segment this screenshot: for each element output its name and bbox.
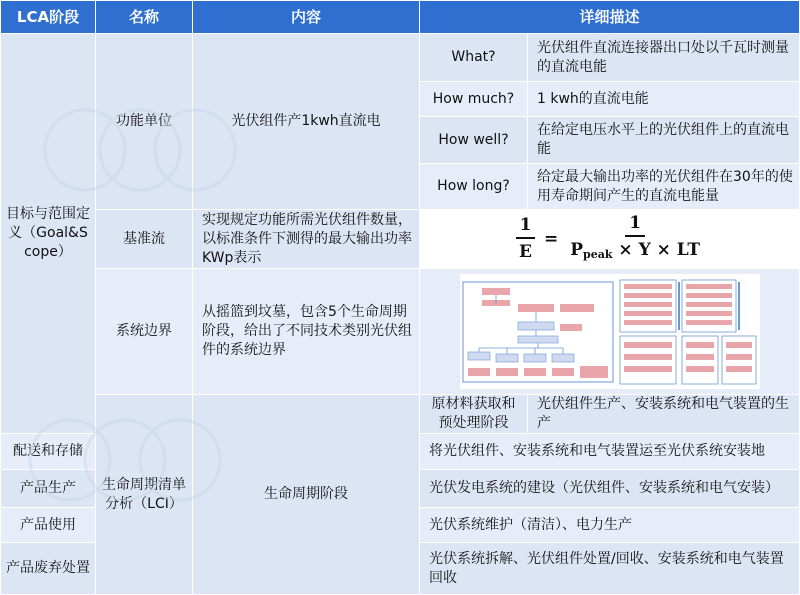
formula-rhs-denominator: $P_{peak} \times Y$ × LT	[570, 239, 700, 261]
name-system-boundary: 系统边界	[96, 269, 193, 395]
lci-content-row: 原材料获取和预处理阶段	[420, 395, 528, 434]
detail-question-how-well: How well?	[420, 117, 528, 164]
lci-detail-row: 光伏系统维护（清洁）、电力生产	[420, 508, 800, 543]
table-header-row	[1, 1, 800, 34]
lci-content-row: 产品使用	[1, 508, 96, 543]
content-functional-unit: 光伏组件产1kwh直流电	[193, 34, 420, 210]
stage-goal-scope: 目标与范围定义（Goal&Scope）	[1, 34, 96, 434]
name-reference-flow: 基准流	[96, 210, 193, 269]
header-detail: 详细描述	[420, 1, 800, 34]
name-functional-unit: 功能单位	[96, 34, 193, 210]
detail-question-how-much: How much?	[420, 82, 528, 117]
detail-question-what: What?	[420, 34, 528, 82]
lci-detail-row: 光伏发电系统的建设（光伏组件、安装系统和电气安装）	[420, 470, 800, 508]
lci-content-row: 产品生产	[1, 470, 96, 508]
formula-equals: =	[543, 228, 559, 249]
header-content: 内容	[193, 1, 420, 34]
detail-answer-how-well: 在给定电压水平上的光伏组件上的直流电能	[528, 117, 800, 164]
table-row	[1, 34, 800, 82]
formula	[509, 213, 710, 266]
formula-lhs-numerator: 1	[516, 215, 536, 239]
header-name: 名称	[96, 1, 193, 34]
content-reference-flow: 实现规定功能所需光伏组件数量，以标准条件下测得的最大输出功率KWp表示	[193, 210, 420, 269]
lci-detail-row: 光伏组件生产、安装系统和电气装置的生产	[528, 395, 800, 434]
reference-flow-formula	[420, 210, 800, 269]
system-boundary-diagram-cell	[420, 269, 800, 395]
detail-question-how-long: How long?	[420, 164, 528, 210]
content-system-boundary: 从摇篮到坟墓，包含5个生命周期阶段，给出了不同技术类别光伏组件的系统边界	[193, 269, 420, 395]
lci-content-row: 产品废弃处置	[1, 543, 96, 595]
detail-answer-how-long: 给定最大输出功率的光伏组件在30年的使用寿命期间产生的直流电能量	[528, 164, 800, 210]
system-boundary-diagram	[460, 274, 760, 389]
detail-answer-how-much: 1 kwh的直流电能	[528, 82, 800, 117]
lci-detail-row: 光伏系统拆解、光伏组件处置/回收、安装系统和电气装置回收	[420, 543, 800, 595]
formula-lhs-denominator: E	[519, 242, 532, 262]
table-row	[1, 269, 800, 395]
table-row	[1, 395, 800, 434]
detail-answer-what: 光伏组件直流连接器出口处以千瓦时测量的直流电能	[528, 34, 800, 82]
table-row	[1, 210, 800, 269]
lci-detail-row: 将光伏组件、安装系统和电气装置运至光伏系统安装地	[420, 434, 800, 470]
formula-rhs-numerator: 1	[625, 213, 645, 237]
header-lca-stage: LCA阶段	[1, 1, 96, 34]
stage-lci: 生命周期清单分析（LCI）	[96, 395, 193, 595]
lci-content-row: 配送和存储	[1, 434, 96, 470]
name-life-cycle-stage: 生命周期阶段	[193, 395, 420, 595]
